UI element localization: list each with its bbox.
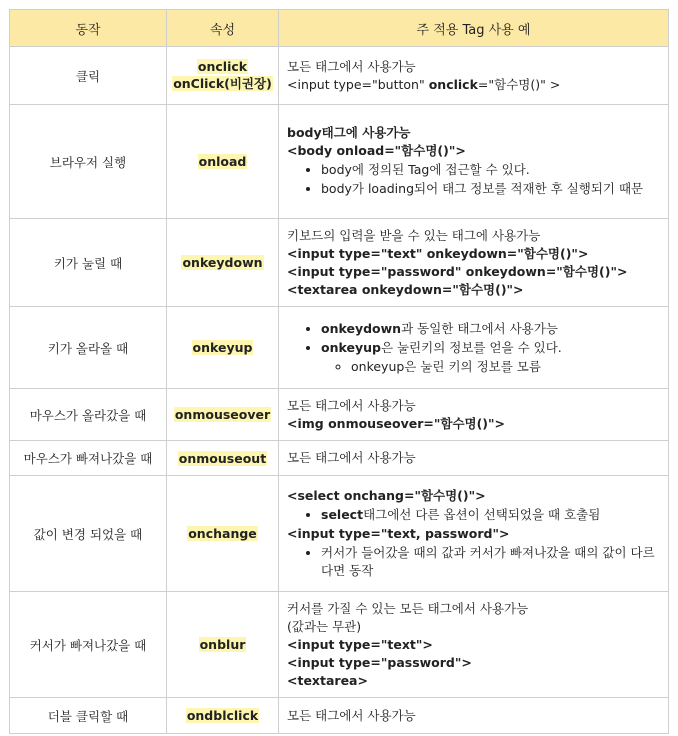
usage-code: <input type="text, password"> [287,525,510,541]
usage-bullets [287,544,660,580]
action-cell: 마우스가 올라갔을 때 [10,389,167,441]
table-row [10,47,669,105]
usage-cell [279,105,669,219]
attr-cell [167,219,279,307]
event-table [9,9,669,734]
table-row [10,698,669,734]
code-text: <input type="button" [287,76,429,92]
attr-name: onblur [199,637,246,652]
attr-name: onmouseout [178,450,267,466]
bullet-item: • body가 loading되어 태그 정보를 적재한 후 실행되기 때문 [321,180,660,198]
bullet-text: 은 눌린키의 정보를 얻을 수 있다. [380,339,562,355]
usage-line: 커서를 가질 수 있는 모든 태그에서 사용가능 [287,600,529,616]
attr-name: onkeydown [182,255,263,270]
usage-bullets [287,320,660,376]
usage-line: body태그에 사용가능 [287,125,411,140]
table-row [10,592,669,698]
usage-line: 모든 태그에서 사용가능 [287,397,416,413]
action-cell: 마우스가 빠져나갔을 때 [10,441,167,476]
usage-code: <input type="text"> [287,636,433,652]
sub-bullet-item: ◦ onkeyup은 눌린 키의 정보를 모름 [351,358,660,376]
table-row [10,476,669,592]
header-row [10,10,669,47]
usage-line: (값과는 무관) [287,618,362,634]
usage-line: 키보드의 입력을 받을 수 있는 태그에 사용가능 [287,227,541,243]
action-cell: 브라우저 실행 [10,105,167,219]
usage-cell [279,592,669,698]
header-action: 동작 [10,10,167,47]
action-cell: 클릭 [10,47,167,105]
action-cell: 키가 눌릴 때 [10,219,167,307]
header-usage: 주 적용 Tag 사용 예 [279,10,669,47]
usage-code: <textarea> [287,672,368,688]
action-cell: 값이 변경 되었을 때 [10,476,167,592]
bullet-item: • body에 정의된 Tag에 접근할 수 있다. [321,161,660,179]
attr-cell [167,47,279,105]
usage-code [287,76,660,94]
sub-bullets [321,358,660,376]
usage-cell [279,47,669,105]
usage-code: <textarea onkeydown="함수명()"> [287,281,524,297]
attr-cell [167,476,279,592]
attr-name: onClick(비권장) [173,76,272,91]
bullet-item [321,320,660,338]
usage-cell [279,698,669,734]
action-cell: 키가 올라올 때 [10,307,167,389]
attr-cell [167,105,279,219]
usage-code: <body onload="함수명()"> [287,143,466,158]
usage-cell [279,441,669,476]
table-row [10,307,669,389]
attr-name: onchange [188,526,257,541]
usage-cell [279,307,669,389]
usage-cell [279,476,669,592]
attr-name: onmouseover [174,407,271,422]
attr-name: ondblclick [186,708,259,723]
table-row [10,219,669,307]
table-row [10,389,669,441]
usage-code: <select onchang="함수명()"> [287,487,486,503]
bullet-item: • 커서가 들어갔을 때의 값과 커서가 빠져나갔을 때의 값이 다르다면 동작 [321,544,660,580]
usage-line: 모든 태그에서 사용가능 [287,707,416,723]
usage-cell [279,389,669,441]
bullet-item [321,506,660,524]
usage-code: <input type="password" onkeydown="함수명()"> [287,263,628,279]
usage-line: 모든 태그에서 사용가능 [287,58,416,74]
usage-code: <input type="text" onkeydown="함수명()"> [287,245,589,261]
table-row [10,105,669,219]
header-attr: 속성 [167,10,279,47]
attr-cell [167,698,279,734]
attr-name: onkeyup [192,340,253,355]
action-cell: 더블 클릭할 때 [10,698,167,734]
bullet-text: 태그에선 다른 옵션이 선택되었을 때 호출됨 [363,506,601,522]
action-cell: 커서가 빠져나갔을 때 [10,592,167,698]
attr-cell [167,441,279,476]
bullet-text: 과 동일한 태그에서 사용가능 [401,320,558,336]
usage-cell [279,219,669,307]
usage-code: <input type="password"> [287,654,472,670]
bullet-item [321,339,660,376]
attr-name: onload [198,154,247,169]
table-row [10,441,669,476]
usage-code: <img onmouseover="함수명()"> [287,415,506,431]
attr-cell [167,389,279,441]
usage-bullets [287,506,660,524]
attr-cell [167,307,279,389]
bullet-bold: select [321,506,364,522]
usage-bullets [287,161,660,198]
bullet-bold: onkeyup [321,339,381,355]
attr-name: onclick [197,59,248,74]
usage-line: 모든 태그에서 사용가능 [287,450,416,465]
code-text: ="함수명()" > [477,76,561,92]
attr-cell [167,592,279,698]
code-bold: onclick [428,76,478,92]
bullet-bold: onkeydown [321,320,402,336]
